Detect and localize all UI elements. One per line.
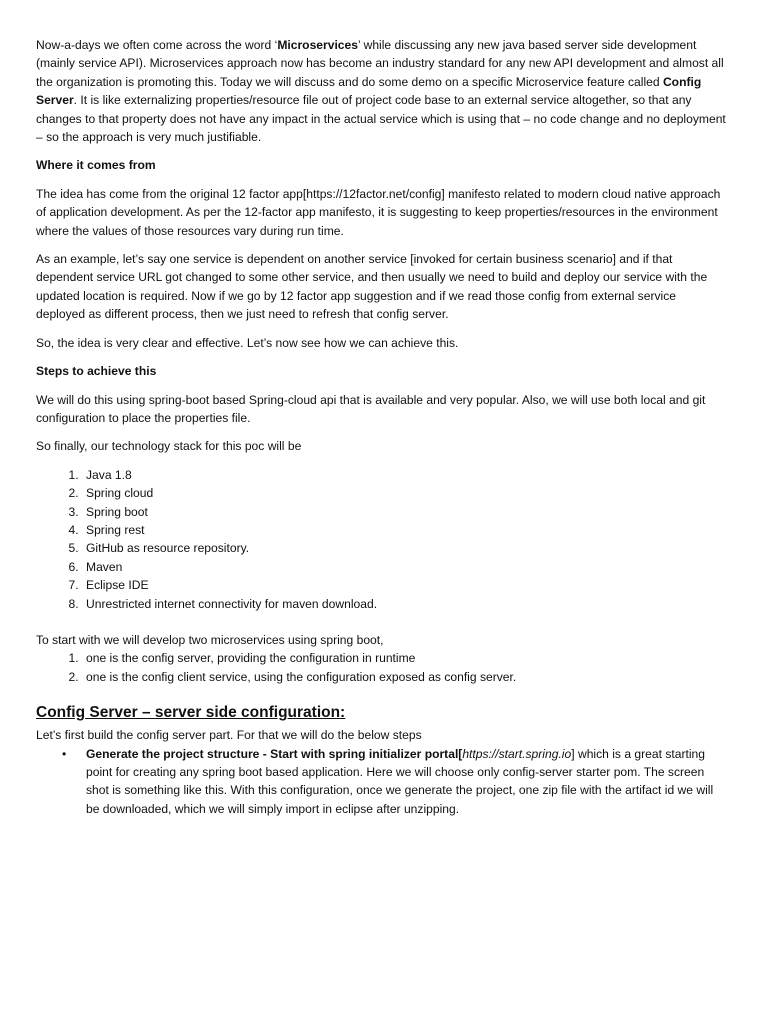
list-item: 2. Spring cloud <box>82 484 728 502</box>
intro-term-microservices: Microservices <box>277 38 358 52</box>
steps-paragraph-1: We will do this using spring-boot based Spring-cloud api that is available and very popular. Also, we will use both local and git configuration to place the properties file. <box>36 392 706 425</box>
list-item: 1. one is the config server, providing the configuration in runtime <box>82 649 728 667</box>
list-item: 6. Maven <box>82 558 728 576</box>
list-item: 4. Spring rest <box>82 521 728 539</box>
where-paragraph-2: As an example, let’s say one service is dependent on another service [invoked for certain business scenario] and if that dependent service URL got changed to some other service, and then usually we need to build and deploy our service with the updated location is required. Now if we go by 12 factor app suggestion and if we read those config from external service deployed as different process, then we just need to refresh that config server. <box>36 252 708 322</box>
bullet-title: Generate the project structure <box>86 746 260 761</box>
list-item: 3. Spring boot <box>82 503 728 521</box>
list-item <box>86 745 728 819</box>
config-server-intro: Let’s first build the config server part. For that we will do the below steps <box>36 728 422 743</box>
config-server-steps <box>36 745 728 819</box>
intro-paragraph <box>36 36 728 146</box>
steps-paragraph-3: To start with we will develop two microservices using spring boot, <box>36 632 384 647</box>
intro-text-2: ’ while discussing any new java based server side development (mainly service API). Microservices approach now has become an industry standard for any new API development and almost all the organization is promoting this. Today we will discuss and do some demo on a specific Microservice feature called <box>36 38 724 89</box>
steps-paragraph-2: So finally, our technology stack for this poc will be <box>36 439 302 454</box>
list-item: 8. Unrestricted internet connectivity for maven download. <box>82 595 728 613</box>
intro-text-1: Now-a-days we often come across the word ‘ <box>36 38 278 52</box>
tech-stack-list <box>36 466 728 613</box>
section-heading-config-server: Config Server – server side configuration: <box>36 704 346 722</box>
intro-term-config-server: Config Server <box>36 74 702 108</box>
list-item: 1. Java 1.8 <box>82 466 728 484</box>
where-paragraph-3: So, the idea is very clear and effective. Let’s now see how we can achieve this. <box>36 335 459 350</box>
heading-where-it-comes-from: Where it comes from <box>36 158 156 173</box>
list-item: 7. Eclipse IDE <box>82 576 728 594</box>
spring-initializr-link[interactable]: https://start.spring.io <box>462 746 572 761</box>
heading-steps: Steps to achieve this <box>36 364 157 379</box>
spacer <box>36 623 728 631</box>
intro-text-3: . It is like externalizing properties/resource file out of project code base to an external service altogether, so that any changes to that property does not have any impact in the actual service which is using that – no code change and no deployment – so the approach is very much justifiable. <box>36 93 726 145</box>
where-paragraph-1: The idea has come from the original 12 factor app[https://12factor.net/config] manifesto related to modern cloud native approach of application development. As per the 12-factor app manifesto, it is suggesting to keep properties/resources in the environment where the values of those resources vary during run time. <box>36 186 721 238</box>
list-item: 2. one is the config client service, using the configuration exposed as config server. <box>82 668 728 686</box>
services-list <box>36 649 728 686</box>
bullet-text-a: - Start with spring initializer portal[ <box>259 746 463 761</box>
list-item: 5. GitHub as resource repository. <box>82 539 728 557</box>
bullet-text-b: ] which is a great starting point for creating any spring boot based application. Here we will choose only config-server starter pom. The screen shot is something like this. With this configuration, once we generate the project, one zip file with the artifact id we will be downloaded, which we will simply import in eclipse after unzipping. <box>86 746 714 816</box>
